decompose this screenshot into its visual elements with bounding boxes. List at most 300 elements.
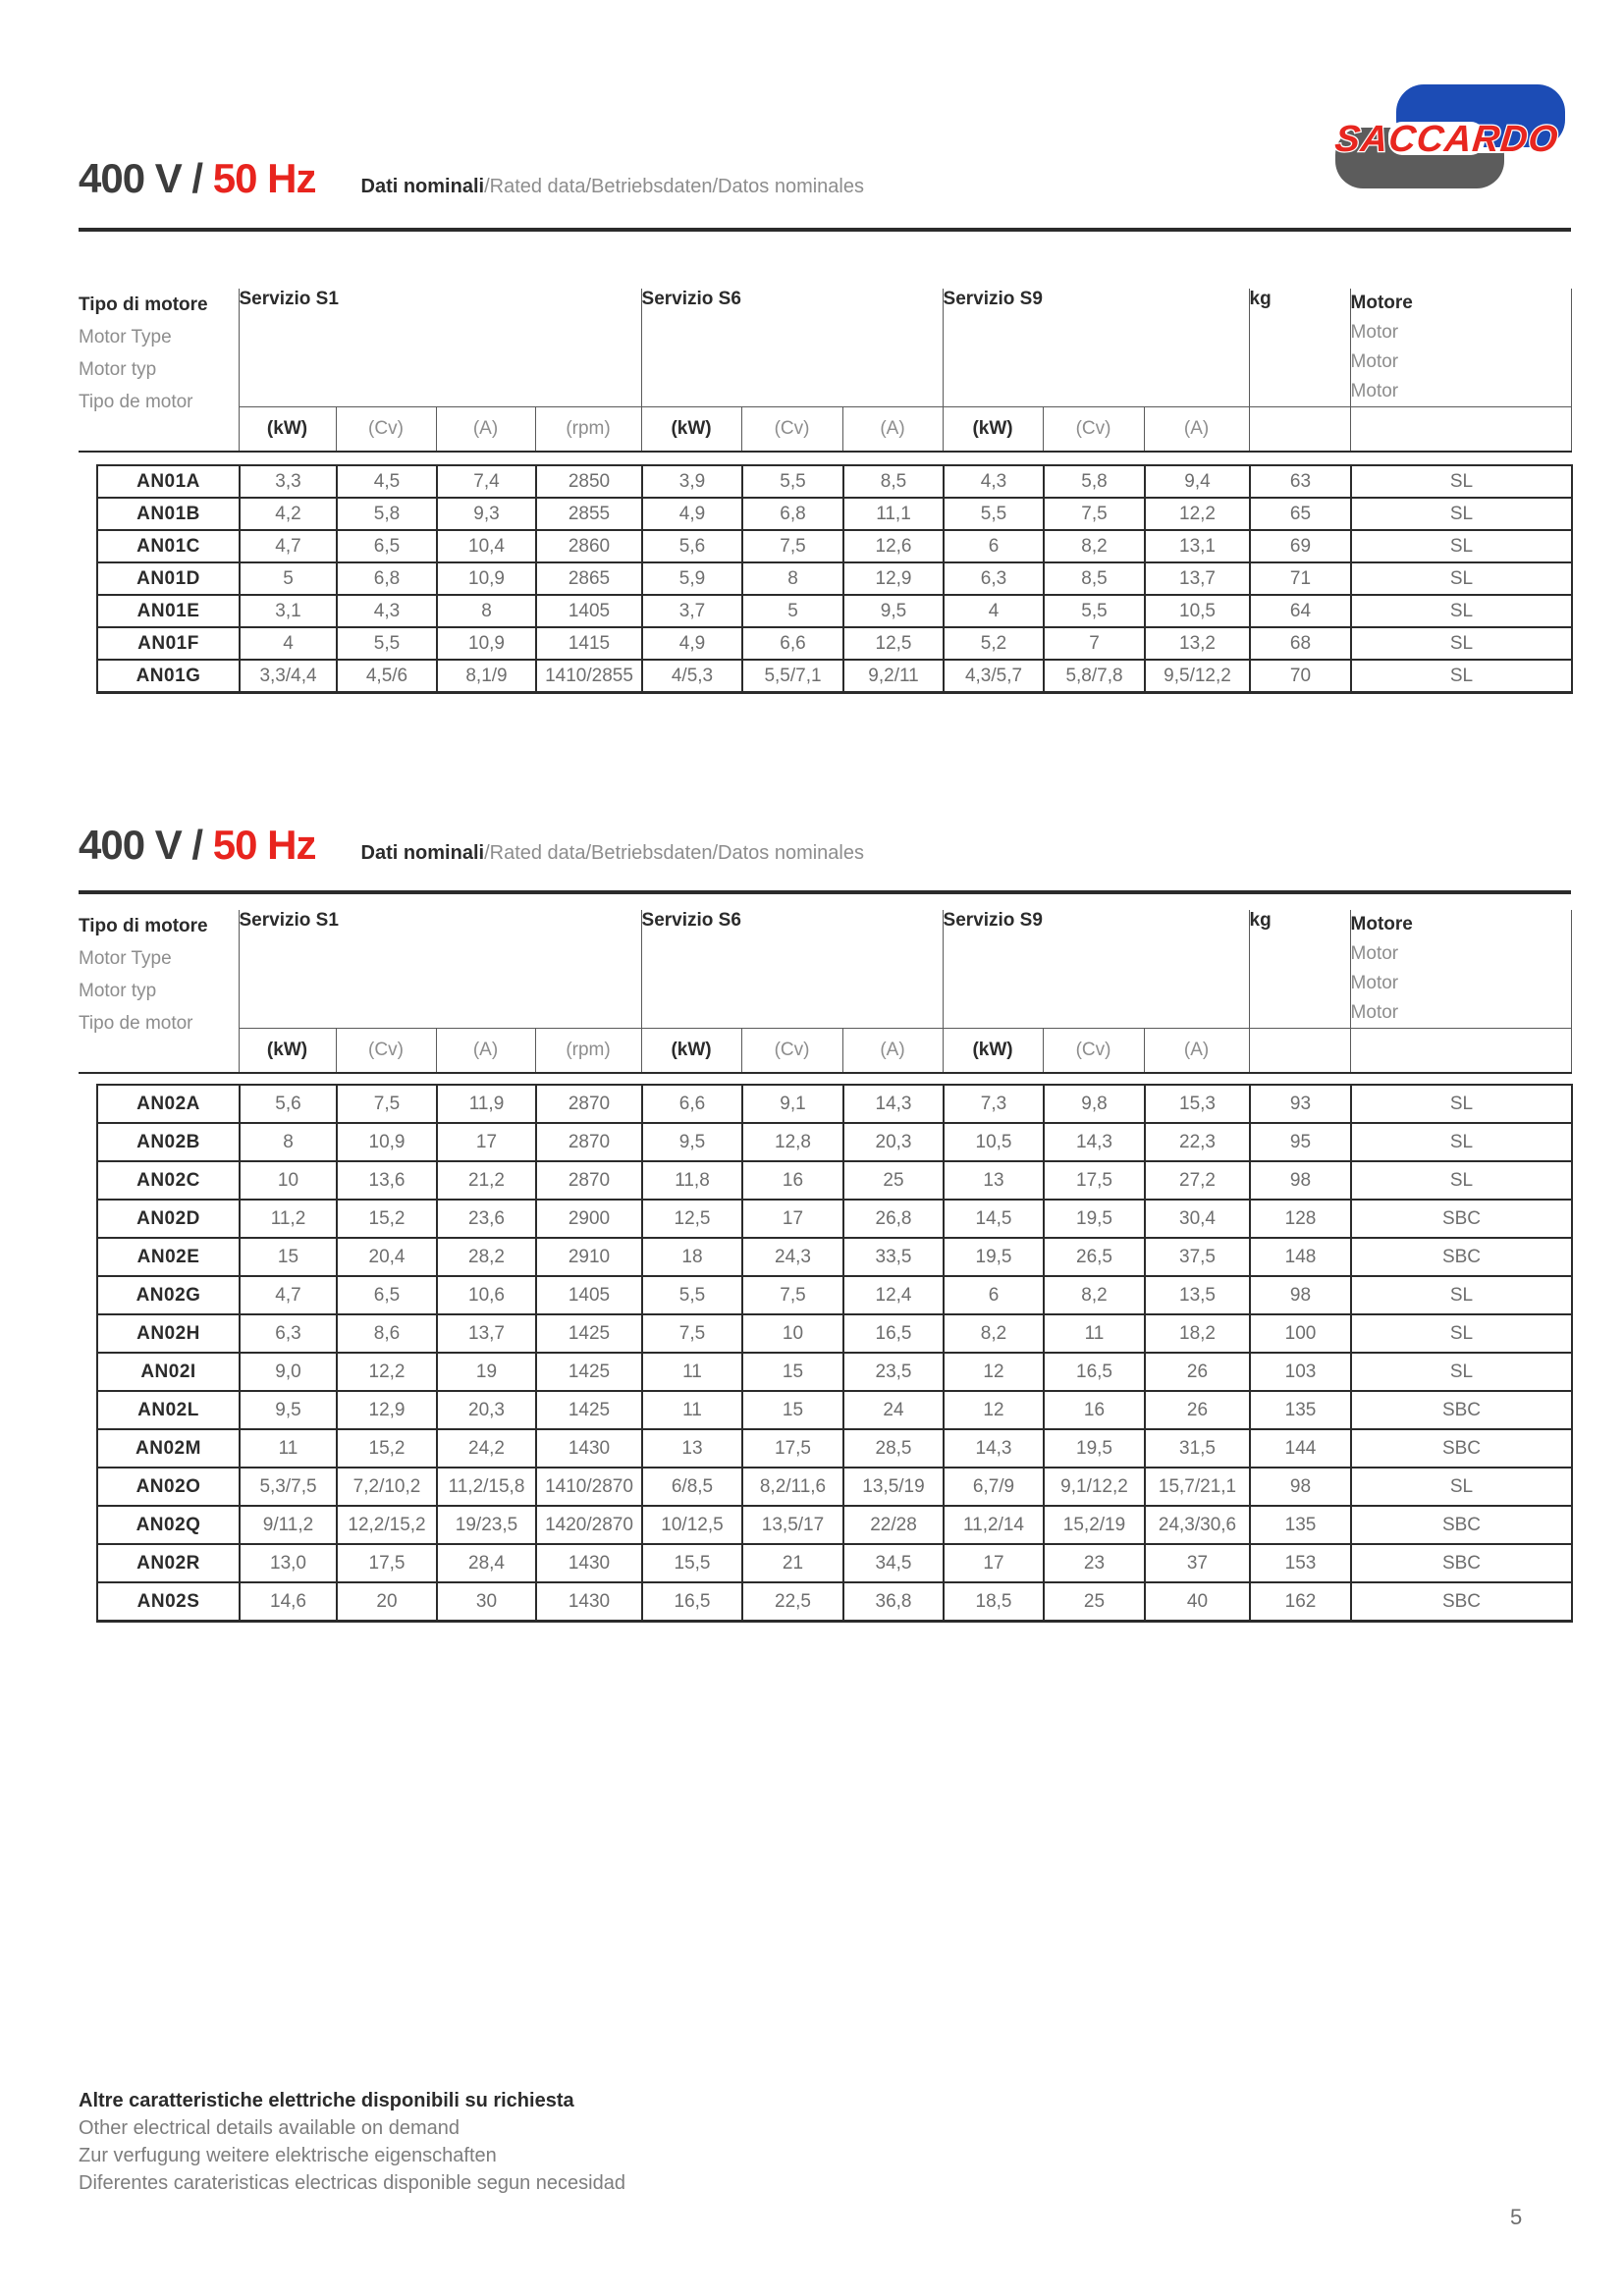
- value-cell: 13,5: [1145, 1276, 1250, 1314]
- value-cell: 4/5,3: [642, 660, 742, 693]
- value-cell: 8,2: [1044, 530, 1145, 562]
- value-cell: 28,4: [437, 1544, 536, 1582]
- motor-data-table-1: [96, 464, 1573, 694]
- motor-series-cell: SL: [1351, 595, 1572, 627]
- value-cell: 15,7/21,1: [1145, 1468, 1250, 1506]
- value-cell: 148: [1250, 1238, 1351, 1276]
- value-cell: 64: [1250, 595, 1351, 627]
- value-cell: 7,5: [742, 530, 843, 562]
- value-cell: 5: [742, 595, 843, 627]
- motor-data-table-2: [96, 1084, 1573, 1623]
- value-cell: 8,5: [843, 465, 944, 498]
- table-row: [97, 1391, 1572, 1429]
- motor-type-line: Motor Type: [79, 948, 172, 969]
- value-cell: 71: [1250, 562, 1351, 595]
- value-cell: 12,5: [642, 1200, 742, 1238]
- value-cell: 13,2: [1145, 627, 1250, 660]
- value-cell: 26: [1145, 1391, 1250, 1429]
- value-cell: 25: [1044, 1582, 1145, 1622]
- table-row: [97, 562, 1572, 595]
- value-cell: 33,5: [843, 1238, 944, 1276]
- value-cell: 21,2: [437, 1161, 536, 1200]
- value-cell: 6,5: [337, 1276, 437, 1314]
- motor-series-cell: SL: [1351, 465, 1572, 498]
- kg-header: kg: [1249, 910, 1350, 1029]
- footer-note-es: Diferentes carateristicas electricas disponible segun necesidad: [79, 2172, 625, 2194]
- value-cell: 19,5: [1044, 1429, 1145, 1468]
- value-cell: 23,6: [437, 1200, 536, 1238]
- motor-type-line: Motor typ: [79, 981, 157, 1001]
- value-cell: 9,8: [1044, 1085, 1145, 1123]
- unit-a: (A): [436, 407, 535, 453]
- unit-motore-empty: [1350, 407, 1571, 453]
- value-cell: 6,8: [742, 498, 843, 530]
- subtitle-rest: /Rated data/Betriebsdaten/Datos nominales: [484, 842, 864, 864]
- motor-series-cell: SL: [1351, 562, 1572, 595]
- table1-header: [79, 289, 1572, 453]
- value-cell: 9,2/11: [843, 660, 944, 693]
- motor-series-cell: SBC: [1351, 1200, 1572, 1238]
- motor-series-cell: SL: [1351, 1161, 1572, 1200]
- value-cell: 2870: [536, 1123, 642, 1161]
- table-row: [97, 627, 1572, 660]
- value-cell: 5: [240, 562, 337, 595]
- value-cell: 14,3: [944, 1429, 1044, 1468]
- value-cell: 6,6: [742, 627, 843, 660]
- motor-type-cell: AN02C: [97, 1161, 240, 1200]
- motor-type-header: [79, 289, 239, 452]
- motor-type-line: Motor typ: [79, 359, 157, 380]
- unit-rpm: (rpm): [535, 1029, 641, 1074]
- value-cell: 4,3: [337, 595, 437, 627]
- value-cell: 8,6: [337, 1314, 437, 1353]
- motore-line: Motor: [1350, 973, 1399, 993]
- motor-series-cell: SL: [1351, 530, 1572, 562]
- value-cell: 98: [1250, 1276, 1351, 1314]
- motor-series-cell: SL: [1351, 1276, 1572, 1314]
- value-cell: 5,6: [240, 1085, 337, 1123]
- value-cell: 14,6: [240, 1582, 337, 1622]
- value-cell: 13,7: [1145, 562, 1250, 595]
- value-cell: 4,2: [240, 498, 337, 530]
- value-cell: 135: [1250, 1506, 1351, 1544]
- value-cell: 4,3/5,7: [944, 660, 1044, 693]
- value-cell: 70: [1250, 660, 1351, 693]
- table-row: [97, 1582, 1572, 1622]
- value-cell: 8,5: [1044, 562, 1145, 595]
- value-cell: 1410/2870: [536, 1468, 642, 1506]
- motor-type-cell: AN02Q: [97, 1506, 240, 1544]
- voltage-label: 400 V /: [79, 822, 203, 868]
- motor-type-line: Tipo di motore: [79, 916, 208, 936]
- value-cell: 2855: [536, 498, 642, 530]
- value-cell: 1405: [536, 1276, 642, 1314]
- table-row: [97, 1161, 1572, 1200]
- value-cell: 23: [1044, 1544, 1145, 1582]
- unit-kg-empty: [1249, 1029, 1350, 1074]
- value-cell: 10,6: [437, 1276, 536, 1314]
- value-cell: 17: [742, 1200, 843, 1238]
- value-cell: 7,2/10,2: [337, 1468, 437, 1506]
- motor-type-line: Tipo de motor: [79, 1013, 193, 1034]
- value-cell: 6,7/9: [944, 1468, 1044, 1506]
- motor-type-cell: AN01E: [97, 595, 240, 627]
- value-cell: 13,5/19: [843, 1468, 944, 1506]
- value-cell: 16: [742, 1161, 843, 1200]
- value-cell: 5,5: [742, 465, 843, 498]
- motor-series-cell: SL: [1351, 660, 1572, 693]
- motor-series-cell: SL: [1351, 627, 1572, 660]
- motor-series-cell: SBC: [1351, 1544, 1572, 1582]
- value-cell: 4,5/6: [337, 660, 437, 693]
- value-cell: 4,9: [642, 498, 742, 530]
- value-cell: 4,3: [944, 465, 1044, 498]
- unit-a: (A): [842, 1029, 943, 1074]
- table-row: [97, 530, 1572, 562]
- value-cell: 2900: [536, 1200, 642, 1238]
- value-cell: 4,7: [240, 1276, 337, 1314]
- value-cell: 24,3: [742, 1238, 843, 1276]
- value-cell: 13: [642, 1429, 742, 1468]
- value-cell: 10: [240, 1161, 337, 1200]
- value-cell: 17: [944, 1544, 1044, 1582]
- value-cell: 2870: [536, 1085, 642, 1123]
- table-row: [97, 1468, 1572, 1506]
- motore-line: Motor: [1350, 381, 1399, 401]
- value-cell: 19: [437, 1353, 536, 1391]
- value-cell: 24,2: [437, 1429, 536, 1468]
- unit-kw: (kW): [943, 1029, 1043, 1074]
- value-cell: 5,2: [944, 627, 1044, 660]
- value-cell: 15,5: [642, 1544, 742, 1582]
- value-cell: 2870: [536, 1161, 642, 1200]
- motore-line: Motor: [1350, 943, 1399, 964]
- motore-header: [1350, 910, 1571, 1029]
- value-cell: 10,9: [437, 627, 536, 660]
- value-cell: 65: [1250, 498, 1351, 530]
- kg-header: kg: [1249, 289, 1350, 407]
- motor-type-cell: AN01B: [97, 498, 240, 530]
- value-cell: 15,2: [337, 1200, 437, 1238]
- value-cell: 9,5/12,2: [1145, 660, 1250, 693]
- unit-a: (A): [436, 1029, 535, 1074]
- footer-note-de: Zur verfugung weitere elektrische eigenschaften: [79, 2145, 497, 2166]
- table-row: [97, 1276, 1572, 1314]
- value-cell: 11: [240, 1429, 337, 1468]
- value-cell: 10,5: [944, 1123, 1044, 1161]
- value-cell: 2865: [536, 562, 642, 595]
- value-cell: 20: [337, 1582, 437, 1622]
- section1-subtitle: [361, 176, 864, 198]
- value-cell: 10,4: [437, 530, 536, 562]
- value-cell: 31,5: [1145, 1429, 1250, 1468]
- table-row: [97, 1314, 1572, 1353]
- section2-title-row: [79, 822, 1571, 869]
- value-cell: 98: [1250, 1161, 1351, 1200]
- table-row: [97, 595, 1572, 627]
- value-cell: 12: [944, 1391, 1044, 1429]
- value-cell: 8: [437, 595, 536, 627]
- value-cell: 1430: [536, 1582, 642, 1622]
- table-row: [97, 498, 1572, 530]
- value-cell: 6,3: [240, 1314, 337, 1353]
- motor-type-cell: AN02O: [97, 1468, 240, 1506]
- value-cell: 2850: [536, 465, 642, 498]
- motor-series-cell: SBC: [1351, 1429, 1572, 1468]
- value-cell: 14,5: [944, 1200, 1044, 1238]
- value-cell: 5,5: [337, 627, 437, 660]
- section2-subtitle: [361, 842, 864, 865]
- value-cell: 14,3: [1044, 1123, 1145, 1161]
- value-cell: 13,1: [1145, 530, 1250, 562]
- unit-cv: (Cv): [741, 407, 842, 453]
- unit-cv: (Cv): [1043, 1029, 1144, 1074]
- value-cell: 7,5: [337, 1085, 437, 1123]
- value-cell: 6,8: [337, 562, 437, 595]
- value-cell: 10/12,5: [642, 1506, 742, 1544]
- value-cell: 8,1/9: [437, 660, 536, 693]
- unit-kg-empty: [1249, 407, 1350, 453]
- motor-type-cell: AN02E: [97, 1238, 240, 1276]
- value-cell: 17,5: [742, 1429, 843, 1468]
- motor-series-cell: SL: [1351, 498, 1572, 530]
- value-cell: 19,5: [944, 1238, 1044, 1276]
- value-cell: 25: [843, 1161, 944, 1200]
- value-cell: 16: [1044, 1391, 1145, 1429]
- value-cell: 13,6: [337, 1161, 437, 1200]
- value-cell: 1415: [536, 627, 642, 660]
- value-cell: 15,3: [1145, 1085, 1250, 1123]
- value-cell: 7,5: [742, 1276, 843, 1314]
- value-cell: 27,2: [1145, 1161, 1250, 1200]
- value-cell: 11,2: [240, 1200, 337, 1238]
- value-cell: 9,5: [843, 595, 944, 627]
- value-cell: 103: [1250, 1353, 1351, 1391]
- value-cell: 37: [1145, 1544, 1250, 1582]
- table-row: [97, 1123, 1572, 1161]
- value-cell: 17: [437, 1123, 536, 1161]
- value-cell: 15: [742, 1353, 843, 1391]
- unit-a: (A): [1144, 407, 1249, 453]
- section1-title: [79, 155, 316, 202]
- motore-line: Motor: [1350, 322, 1399, 343]
- value-cell: 6: [944, 1276, 1044, 1314]
- value-cell: 6: [944, 530, 1044, 562]
- motor-series-cell: SBC: [1351, 1582, 1572, 1622]
- value-cell: 3,1: [240, 595, 337, 627]
- motore-line: Motor: [1350, 1002, 1399, 1023]
- value-cell: 1420/2870: [536, 1506, 642, 1544]
- value-cell: 12,2: [337, 1353, 437, 1391]
- motore-line: Motor: [1350, 351, 1399, 372]
- value-cell: 12,8: [742, 1123, 843, 1161]
- value-cell: 5,6: [642, 530, 742, 562]
- value-cell: 63: [1250, 465, 1351, 498]
- servizio-s1-header: Servizio S1: [239, 910, 641, 1029]
- motor-type-cell: AN02I: [97, 1353, 240, 1391]
- value-cell: 22/28: [843, 1506, 944, 1544]
- value-cell: 11: [642, 1353, 742, 1391]
- value-cell: 8,2: [944, 1314, 1044, 1353]
- table-row: [97, 465, 1572, 498]
- motor-type-cell: AN02M: [97, 1429, 240, 1468]
- table-row: [97, 1506, 1572, 1544]
- value-cell: 16,5: [642, 1582, 742, 1622]
- value-cell: 15: [240, 1238, 337, 1276]
- servizio-s9-header: Servizio S9: [943, 289, 1249, 407]
- value-cell: 16,5: [1044, 1353, 1145, 1391]
- value-cell: 5,8/7,8: [1044, 660, 1145, 693]
- subtitle-bold: Dati nominali: [360, 842, 485, 864]
- unit-kw: (kW): [641, 407, 741, 453]
- value-cell: 17,5: [1044, 1161, 1145, 1200]
- page-number: 5: [1510, 2205, 1523, 2229]
- value-cell: 128: [1250, 1200, 1351, 1238]
- value-cell: 3,7: [642, 595, 742, 627]
- title-rule: [79, 228, 1571, 232]
- value-cell: 11,8: [642, 1161, 742, 1200]
- voltage-label: 400 V /: [79, 155, 203, 201]
- value-cell: 22,3: [1145, 1123, 1250, 1161]
- value-cell: 144: [1250, 1429, 1351, 1468]
- footer-notes: [79, 2087, 625, 2197]
- value-cell: 19/23,5: [437, 1506, 536, 1544]
- value-cell: 7,5: [642, 1314, 742, 1353]
- value-cell: 10,5: [1145, 595, 1250, 627]
- unit-kw: (kW): [943, 407, 1043, 453]
- table-row: [97, 1353, 1572, 1391]
- value-cell: 30,4: [1145, 1200, 1250, 1238]
- value-cell: 9,4: [1145, 465, 1250, 498]
- value-cell: 11: [1044, 1314, 1145, 1353]
- unit-motore-empty: [1350, 1029, 1571, 1074]
- motor-series-cell: SBC: [1351, 1238, 1572, 1276]
- footer-note-en: Other electrical details available on demand: [79, 2117, 460, 2139]
- value-cell: 6/8,5: [642, 1468, 742, 1506]
- value-cell: 28,2: [437, 1238, 536, 1276]
- motor-type-line: Tipo di motore: [79, 294, 208, 315]
- value-cell: 93: [1250, 1085, 1351, 1123]
- motor-type-cell: AN01C: [97, 530, 240, 562]
- servizio-s6-header: Servizio S6: [641, 289, 943, 407]
- value-cell: 9,1: [742, 1085, 843, 1123]
- motor-type-cell: AN02H: [97, 1314, 240, 1353]
- motor-type-line: Tipo de motor: [79, 392, 193, 412]
- value-cell: 1425: [536, 1353, 642, 1391]
- value-cell: 11: [642, 1391, 742, 1429]
- value-cell: 16,5: [843, 1314, 944, 1353]
- value-cell: 13,0: [240, 1544, 337, 1582]
- motor-series-cell: SL: [1351, 1314, 1572, 1353]
- value-cell: 13: [944, 1161, 1044, 1200]
- table-row: [97, 1544, 1572, 1582]
- value-cell: 9,5: [642, 1123, 742, 1161]
- value-cell: 40: [1145, 1582, 1250, 1622]
- value-cell: 5,8: [1044, 465, 1145, 498]
- motor-series-cell: SL: [1351, 1085, 1572, 1123]
- value-cell: 10,9: [437, 562, 536, 595]
- value-cell: 1405: [536, 595, 642, 627]
- value-cell: 6,5: [337, 530, 437, 562]
- motor-type-cell: AN01A: [97, 465, 240, 498]
- table-row: [97, 660, 1572, 693]
- value-cell: 12,2/15,2: [337, 1506, 437, 1544]
- value-cell: 11,2/15,8: [437, 1468, 536, 1506]
- value-cell: 5,5: [642, 1276, 742, 1314]
- servizio-s1-header: Servizio S1: [239, 289, 641, 407]
- value-cell: 15,2: [337, 1429, 437, 1468]
- value-cell: 12,9: [843, 562, 944, 595]
- motor-type-header: [79, 910, 239, 1073]
- value-cell: 98: [1250, 1468, 1351, 1506]
- value-cell: 100: [1250, 1314, 1351, 1353]
- motor-series-cell: SBC: [1351, 1391, 1572, 1429]
- value-cell: 4,5: [337, 465, 437, 498]
- value-cell: 69: [1250, 530, 1351, 562]
- value-cell: 26,8: [843, 1200, 944, 1238]
- value-cell: 12: [944, 1353, 1044, 1391]
- value-cell: 20,3: [437, 1391, 536, 1429]
- value-cell: 11,1: [843, 498, 944, 530]
- value-cell: 2910: [536, 1238, 642, 1276]
- unit-kw: (kW): [641, 1029, 741, 1074]
- value-cell: 8,2: [1044, 1276, 1145, 1314]
- footer-note-it: Altre caratteristiche elettriche disponibili su richiesta: [79, 2090, 574, 2111]
- unit-kw: (kW): [239, 1029, 336, 1074]
- value-cell: 5,9: [642, 562, 742, 595]
- unit-cv: (Cv): [336, 1029, 436, 1074]
- motor-series-cell: SBC: [1351, 1506, 1572, 1544]
- value-cell: 11,2/14: [944, 1506, 1044, 1544]
- unit-cv: (Cv): [741, 1029, 842, 1074]
- value-cell: 12,9: [337, 1391, 437, 1429]
- value-cell: 18: [642, 1238, 742, 1276]
- value-cell: 30: [437, 1582, 536, 1622]
- value-cell: 95: [1250, 1123, 1351, 1161]
- value-cell: 36,8: [843, 1582, 944, 1622]
- motor-type-line: Motor Type: [79, 327, 172, 347]
- value-cell: 6,3: [944, 562, 1044, 595]
- table-row: [97, 1238, 1572, 1276]
- value-cell: 153: [1250, 1544, 1351, 1582]
- value-cell: 18,5: [944, 1582, 1044, 1622]
- value-cell: 135: [1250, 1391, 1351, 1429]
- value-cell: 17,5: [337, 1544, 437, 1582]
- value-cell: 10,9: [337, 1123, 437, 1161]
- value-cell: 4: [944, 595, 1044, 627]
- value-cell: 5,5: [1044, 595, 1145, 627]
- value-cell: 19,5: [1044, 1200, 1145, 1238]
- value-cell: 5,5: [944, 498, 1044, 530]
- value-cell: 28,5: [843, 1429, 944, 1468]
- motor-type-cell: AN02A: [97, 1085, 240, 1123]
- subtitle-bold: Dati nominali: [360, 176, 485, 197]
- logo-wordmark: SACCARDO: [1332, 119, 1561, 160]
- value-cell: 15: [742, 1391, 843, 1429]
- value-cell: 5,8: [337, 498, 437, 530]
- value-cell: 11,9: [437, 1085, 536, 1123]
- frequency-label: 50 Hz: [212, 155, 316, 201]
- value-cell: 10: [742, 1314, 843, 1353]
- value-cell: 7,4: [437, 465, 536, 498]
- value-cell: 37,5: [1145, 1238, 1250, 1276]
- value-cell: 1430: [536, 1544, 642, 1582]
- value-cell: 68: [1250, 627, 1351, 660]
- value-cell: 12,5: [843, 627, 944, 660]
- value-cell: 5,5/7,1: [742, 660, 843, 693]
- table-row: [97, 1200, 1572, 1238]
- value-cell: 21: [742, 1544, 843, 1582]
